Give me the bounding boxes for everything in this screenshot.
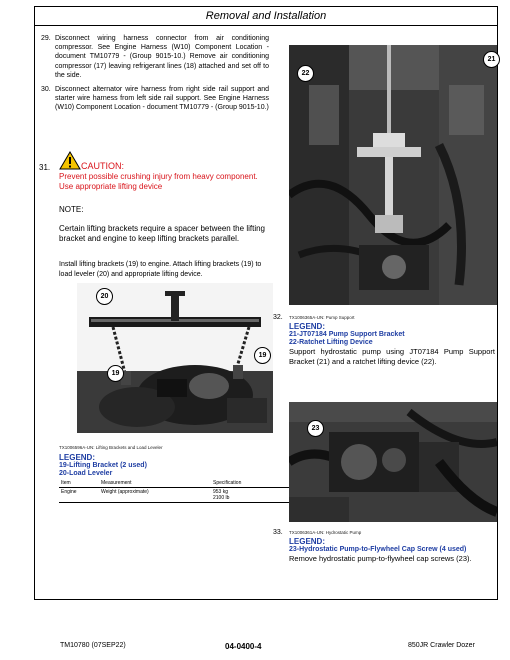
- page-header: [35, 7, 497, 26]
- callout-19-right: 19: [254, 347, 271, 364]
- caution-line-2: Use appropriate lifting device: [59, 182, 163, 191]
- warning-triangle-icon: [59, 151, 81, 170]
- legend-title-hydro: LEGEND:: [289, 537, 325, 546]
- legend-item-23: 23-Hydrostatic Pump-to-Flywheel Cap Screw (4 used): [289, 546, 467, 553]
- legend-item-19: 19-Lifting Bracket (2 used): [59, 462, 147, 469]
- spec-value-metric: 953 kg: [213, 489, 229, 495]
- footer-doc-id: TM10780 (07SEP22): [60, 642, 126, 649]
- header-measurement: Measurement: [101, 480, 132, 486]
- step-text: Disconnect alternator wire harness from right side rail support and starter wire harness from left side rail support. See Engine Harness (W10) Component Location - document TM10779 - (Group 9015-10.): [55, 86, 269, 112]
- step-31-number: 31.: [39, 163, 51, 172]
- header-item: Item: [61, 480, 71, 486]
- specification-table: [59, 480, 297, 503]
- footer-page-number: 04-0400-4: [225, 642, 262, 651]
- caution-label: CAUTION:: [81, 161, 125, 171]
- figure-ref-hydro: TX1006361A-UN: Hydrostatic Pump: [289, 530, 362, 535]
- step-33-text: Remove hydrostatic pump-to-flywheel cap screws (23).: [289, 554, 472, 563]
- pump-support-photo: [289, 45, 497, 305]
- legend-title-lift: LEGEND:: [59, 453, 95, 462]
- note-label: NOTE:: [59, 205, 84, 214]
- step-number: 30.: [41, 86, 51, 93]
- callout-19-left: 19: [107, 365, 124, 382]
- table-row: [59, 488, 297, 503]
- cell-specification: [211, 488, 297, 503]
- callout-21: 21: [483, 51, 500, 68]
- header-specification: Specification: [213, 480, 242, 486]
- step-text: Disconnect wiring harness connector from air conditioning compressor. See Engine Harness (W10) Component Location - document TM10779 - (Group 9015-10.) Remove air conditioning compressor (17) leaving refrigerant lines (18) attached and set off to the side.: [55, 35, 269, 79]
- cell-item: Engine: [59, 488, 99, 503]
- caution-text: [59, 172, 279, 192]
- legend-item-20: 20-Load Leveler: [59, 470, 113, 477]
- callout-23: 23: [307, 420, 324, 437]
- footer-model: 850JR Crawler Dozer: [408, 642, 475, 649]
- step-32-text: Support hydrostatic pump using JT07184 Pump Support Bracket (21) and a ratchet lifting device (22).: [289, 347, 495, 366]
- hydrostatic-pump-photo: [289, 402, 497, 522]
- section-title: Removal and Installation: [205, 10, 327, 22]
- spec-value-imperial: 2100 lb: [213, 495, 230, 501]
- note-text: Certain lifting brackets require a spacer between the lifting bracket and engine to keep lifting brackets parallel.: [59, 224, 265, 243]
- caution-line-1: Prevent possible crushing injury from heavy component.: [59, 172, 258, 181]
- legend-item-21: 21-JT07184 Pump Support Bracket: [289, 331, 405, 338]
- table-header-row: [59, 480, 297, 488]
- callout-22: 22: [297, 65, 314, 82]
- step-number: 29.: [41, 35, 51, 42]
- lifting-brackets-photo: [77, 283, 273, 433]
- figure-ref-pump: TX1006365A-UN: Pump Support: [289, 315, 355, 320]
- install-instruction: Install lifting brackets (19) to engine. Attach lifting brackets (19) to load leveler (20) and appropriate lifting device.: [59, 261, 262, 278]
- cell-measurement: Weight (approximate): [99, 488, 211, 503]
- page-frame: Removal and Installation 29. Disconnect wiring harness connector from air conditioning compressor. See Engine Harness (W10) Component Location - document TM10779 - (Group 9015-10.) Remove air conditioning compressor (17) leaving refrigerant lines (18) attached and set off to the side. 30. Disconnect alternator wire harness from right side rail support and starter wire harness from left side rail support. See Engine Harness (W10) Component Location - document TM10779 - (Group 9015-10.) 31. CAUTION: Prevent possible crushing injury from heavy component. Use appropriate lifting device NOTE: Certain lifting brackets require a spacer between the lifting bracket and engine to keep lifting brackets parallel. Install lifting brackets (19) to engine. Attach lifting brackets (19) to load leveler (20) and appropriate lifting device. 20 19 19 TX1006596A-UN: Lifting Brackets and Load Leveler LEGEND: 19-Lifting Bracket (2 used) 20-Load Leveler Item Measurement Specification Engine Weight (approximate) 953 kg 2100 lb 22 21 32. TX1006365A-UN: Pump Support LEGEND: 21-JT07184 Pump Support Bracket 22-Ratchet Lifting Device Support hydrostatic pump using JT07184 Pump Support Bracket (21) and a ratchet lifting device (22). 23 33. TX1006361A-UN: Hydrostatic Pump LEGEND: 23-Hydrostatic Pump-to-Flywheel Cap Screw (4 used) Remove hydrostatic pump-to-flywheel cap screws (23).: [34, 6, 498, 600]
- step-29: [41, 34, 269, 82]
- legend-item-22: 22-Ratchet Lifting Device: [289, 339, 373, 346]
- figure-ref-lift: TX1006596A-UN: Lifting Brackets and Load Leveler: [59, 445, 163, 450]
- legend-title-pump: LEGEND:: [289, 322, 325, 331]
- callout-20: 20: [96, 288, 113, 305]
- step-30: [41, 85, 269, 125]
